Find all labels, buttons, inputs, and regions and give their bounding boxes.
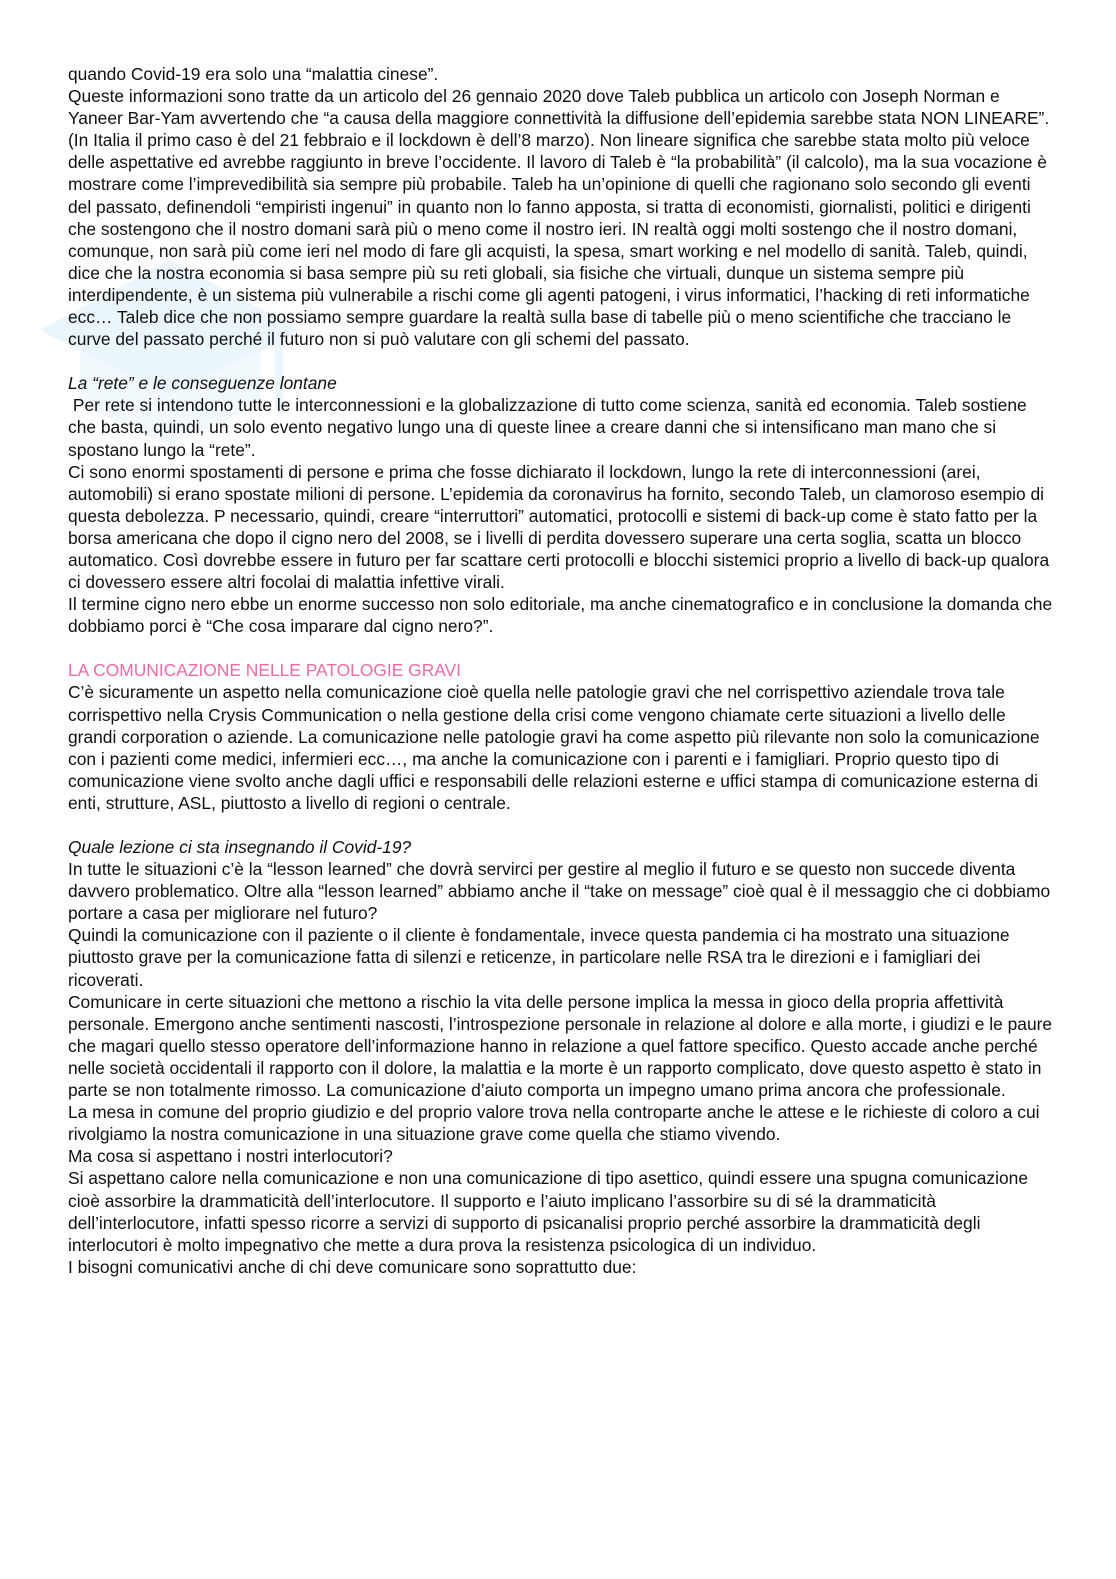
paragraph: Quindi la comunicazione con il paziente o il cliente è fondamentale, invece questa pandemia ci ha mostrato una situazione piuttosto grave per la comunicazione fatta di silenzi e reticenze, in particolare nelle RSA tra le direzioni e i famigliari dei ricoverati. bbox=[68, 925, 1010, 990]
paragraph: Si aspettano calore nella comunicazione e non una comunicazione di tipo asettico, quindi essere una spugna comunicazione cioè assorbire la drammaticità dell’interlocutore. Il supporto e l’aiuto implicano l’assorbire su di sé la drammaticità dell’interlocutore, infatti spesso ricorre a servizi di supporto di psicanalisi proprio perché assorbire la drammaticità degli interlocutori è molto impegnativo che mette a dura prova la resistenza psicologica di un individuo. bbox=[68, 1168, 1029, 1255]
paragraph: La mesa in comune del proprio giudizio e del proprio valore trova nella controparte anche le attese e le richieste di coloro a cui rivolgiamo la nostra comunicazione in una situazione grave come quella che stiamo vivendo. bbox=[68, 1102, 1040, 1145]
paragraph: I bisogni comunicativi anche di chi deve comunicare sono soprattutto due: bbox=[68, 1256, 637, 1277]
section-heading-lezione: Quale lezione ci sta insegnando il Covid-19? bbox=[68, 837, 412, 857]
section-heading-rete: La “rete” e le conseguenze lontane bbox=[68, 373, 337, 394]
paragraph: In tutte le situazioni c’è la “lesson learned” che dovrà servirci per gestire al meglio il futuro e se questo non succede diventa davvero problematico. Oltre alla “lesson learned” abbiamo anche il “take on message” cioè qual è il messaggio che ci dobbiamo portare a casa per migliorare nel futuro? bbox=[68, 859, 1051, 924]
paragraph: Per rete si intendono tutte le interconnessioni e la globalizzazione di tutto come scienza, sanità ed economia. Taleb sostiene che basta, quindi, un solo evento negativo lungo una di queste linee a creare danni che si intensificano man mano che si spostano lungo la “rete”. bbox=[68, 395, 1032, 460]
paragraph: C’è sicuramente un aspetto nella comunicazione cioè quella nelle patologie gravi che nel corrispettivo aziendale trova tale corrispettivo nella Crysis Communication o nella gestione della crisi come vengono chiamate certe situazioni a livello delle grandi corporation o aziende. La comunicazione nelle patologie gravi ha come aspetto più rilevante non solo la comunicazione con i pazienti come medici, infermieri ecc…, ma anche la comunicazione con i parenti e i famigliari. Proprio questo tipo di comunicazione viene svolto anche dagli uffici e responsabili delle relazioni esterne e uffici stampa di comunicazione esterna di enti, strutture, ASL, piuttosto a livello di regioni o centrale. bbox=[68, 682, 1040, 813]
paragraph-spacer bbox=[68, 350, 1058, 372]
section-heading-comunicazione: LA COMUNICAZIONE NELLE PATOLOGIE GRAVI bbox=[68, 660, 461, 681]
paragraph: Ci sono enormi spostamenti di persone e prima che fosse dichiarato il lockdown, lungo la rete di interconnessioni (arei, automobili) si erano spostate milioni di persone. L’epidemia da coronavirus ha fornito, secondo Taleb, un clamoroso esempio di questa debolezza. P necessario, quindi, creare “interruttori” automatici, protocolli e sistemi di back-up come è stato fatto per la borsa americana che dopo il cigno nero del 2008, se i livelli di perdita dovessero superare una certa soglia, scatta un blocco automatico. Così dovrebbe essere in futuro per far scattare certi protocolli e blocchi sistemici proprio a livello di back-up qualora ci dovessero essere altri focolai di malattia infettive virali. bbox=[68, 461, 1050, 593]
paragraph: Ma cosa si aspettano i nostri interlocutori? bbox=[68, 1146, 393, 1167]
paragraph: quando Covid-19 era solo una “malattia cinese”. bbox=[68, 64, 439, 84]
document-body bbox=[68, 63, 1058, 1278]
paragraph: Il termine cigno nero ebbe un enorme successo non solo editoriale, ma anche cinematografico e in conclusione la domanda che dobbiamo porci è “Che cosa imparare dal cigno nero?”. bbox=[68, 594, 1053, 637]
paragraph: Queste informazioni sono tratte da un articolo del 26 gennaio 2020 dove Taleb pubblica un articolo con Joseph Norman e Yaneer Bar-Yam avvertendo che “a causa della maggiore connettività la diffusione dell’epidemia sarebbe stata NON LINEARE”. (In Italia il primo caso è del 21 febbraio e il lockdown è dell’8 marzo). Non lineare significa che sarebbe stata molto più veloce delle aspettative ed avrebbe raggiunto in breve l’occidente. Il lavoro di Taleb è “la probabilità” (il calcolo), ma la sua vocazione è mostrare come l’imprevedibilità sia sempre più probabile. Taleb ha un’opinione di quelli che ragionano solo secondo gli eventi del passato, definendoli “empiristi ingenui” in quanto non lo fanno apposta, si tratta di economisti, giornalisti, politici e dirigenti che sostengono che il nostro domani sarà più o meno come il nostro ieri. IN realtà oggi molti sostengo che il nostro domani, comunque, non sarà più come ieri nel modo di fare gli acquisti, la spesa, smart working e nel modello di sanità. Taleb, quindi, dice che la nostra economia si basa sempre più su reti globali, sia fisiche che virtuali, dunque un sistema sempre più interdipendente, è un sistema più vulnerabile a rischi come gli agenti patogeni, i virus informatici, l’hacking di reti informatiche ecc… Taleb dice che non possiamo sempre guardare la realtà sulla base di tabelle più o meno scientifiche che tracciano le curve del passato perché il futuro non si può valutare con gli schemi del passato. bbox=[68, 86, 1050, 350]
paragraph: Comunicare in certe situazioni che mettono a rischio la vita delle persone implica la messa in gioco della propria affettività personale. Emergono anche sentimenti nascosti, l’introspezione personale in relazione al dolore e alla morte, i giudizi e le paure che magari quello stesso operatore dell’informazione hanno in relazione a quel fattore specifico. Questo accade anche perché nelle società occidentali il rapporto con il dolore, la malattia e la morte è un rapporto complicato, dove questo aspetto è stato in parte se non totalmente rimosso. La comunicazione d’aiuto comporta un impegno umano prima ancora che professionale. bbox=[68, 991, 1053, 1101]
paragraph-spacer bbox=[68, 814, 1058, 836]
paragraph-spacer bbox=[68, 637, 1058, 659]
